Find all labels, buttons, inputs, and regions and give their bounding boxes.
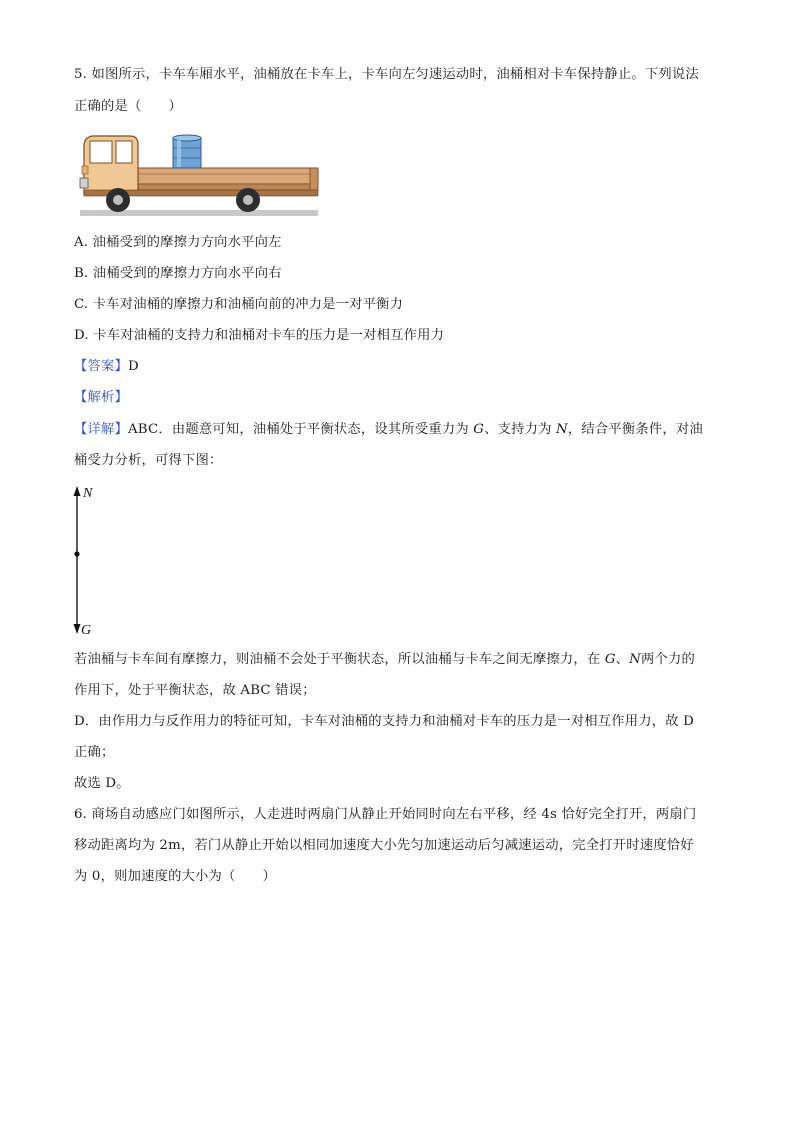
detail-text-1c: ，结合平衡条件，对油 xyxy=(567,422,703,437)
center-point xyxy=(74,551,79,556)
arrow-up-icon xyxy=(74,486,81,496)
para2-text-1a: 若油桶与卡车间有摩擦力，则油桶不会处于平衡状态，所以油桶与卡车之间无摩擦力，在 xyxy=(74,652,605,667)
q5-option-d: D. 卡车对油桶的支持力和油桶对卡车的压力是一对相互作用力 xyxy=(74,328,445,343)
q5-option-c: C. 卡车对油桶的摩擦力和油桶向前的冲力是一对平衡力 xyxy=(74,297,404,312)
q5-stem-line2: 正确的是（ ） xyxy=(74,99,182,114)
symbol-g: G xyxy=(473,422,485,437)
para3-line1: D．由作用力与反作用力的特征可知，卡车对油桶的支持力和油桶对卡车的压力是一对相互作用力，故 D xyxy=(74,714,695,729)
detail-line1 xyxy=(74,421,703,439)
arrow-down-icon xyxy=(74,624,81,634)
detail-text-1a: ABC．由题意可知，油桶处于平衡状态，设其所受重力为 xyxy=(128,422,474,437)
symbol-n: N xyxy=(556,422,568,437)
q6-stem-line3: 为 0，则加速度的大小为（ ） xyxy=(74,869,277,884)
q5-option-a: A. 油桶受到的摩擦力方向水平向左 xyxy=(74,235,282,250)
answer-tag: 【答案】 xyxy=(74,359,128,374)
free-body-diagram xyxy=(64,482,124,638)
para2-symbol-g: G xyxy=(604,652,616,667)
para2-symbol-n: N xyxy=(629,652,641,667)
analysis-tag: 【解析】 xyxy=(74,390,128,405)
conclusion-line: 故选 D。 xyxy=(74,776,130,791)
detail-line2: 桶受力分析，可得下图： xyxy=(74,453,223,468)
para3-line2: 正确； xyxy=(74,745,115,760)
answer-value: D xyxy=(128,359,139,374)
front-wheel xyxy=(106,188,130,212)
para2-line1 xyxy=(74,651,695,669)
analysis-line xyxy=(74,389,128,407)
para2-text-1b: 、 xyxy=(615,652,630,667)
truck-with-oil-drum-figure xyxy=(76,128,322,222)
rear-wheel xyxy=(236,188,260,212)
detail-tag: 【详解】 xyxy=(74,422,128,437)
q5-stem-line1: 5. 如图所示，卡车车厢水平，油桶放在卡车上，卡车向左匀速运动时，油桶相对卡车保持静止。下列说法 xyxy=(74,67,699,82)
answer-line xyxy=(74,358,139,376)
para2-line2: 作用下，处于平衡状态，故 ABC 错误； xyxy=(74,683,316,698)
q5-option-b: B. 油桶受到的摩擦力方向水平向右 xyxy=(74,266,282,281)
cab-window xyxy=(90,141,112,163)
label-n: N xyxy=(83,486,93,501)
oil-drum xyxy=(173,135,201,168)
q6-stem-line1: 6. 商场自动感应门如图所示，人走进时两扇门从静止开始同时向左右平移，经 4s 恰好完全打开，两扇门 xyxy=(74,807,697,822)
truck-flatbed xyxy=(138,168,318,184)
detail-text-1b: 、支持力为 xyxy=(484,422,556,437)
para2-text-1c: 两个力的 xyxy=(640,652,695,667)
label-g: G xyxy=(81,623,92,638)
q6-stem-line2: 移动距离均为 2m，若门从静止开始以相同加速度大小先匀加速运动后匀减速运动，完全打开时速度恰好 xyxy=(74,838,694,853)
